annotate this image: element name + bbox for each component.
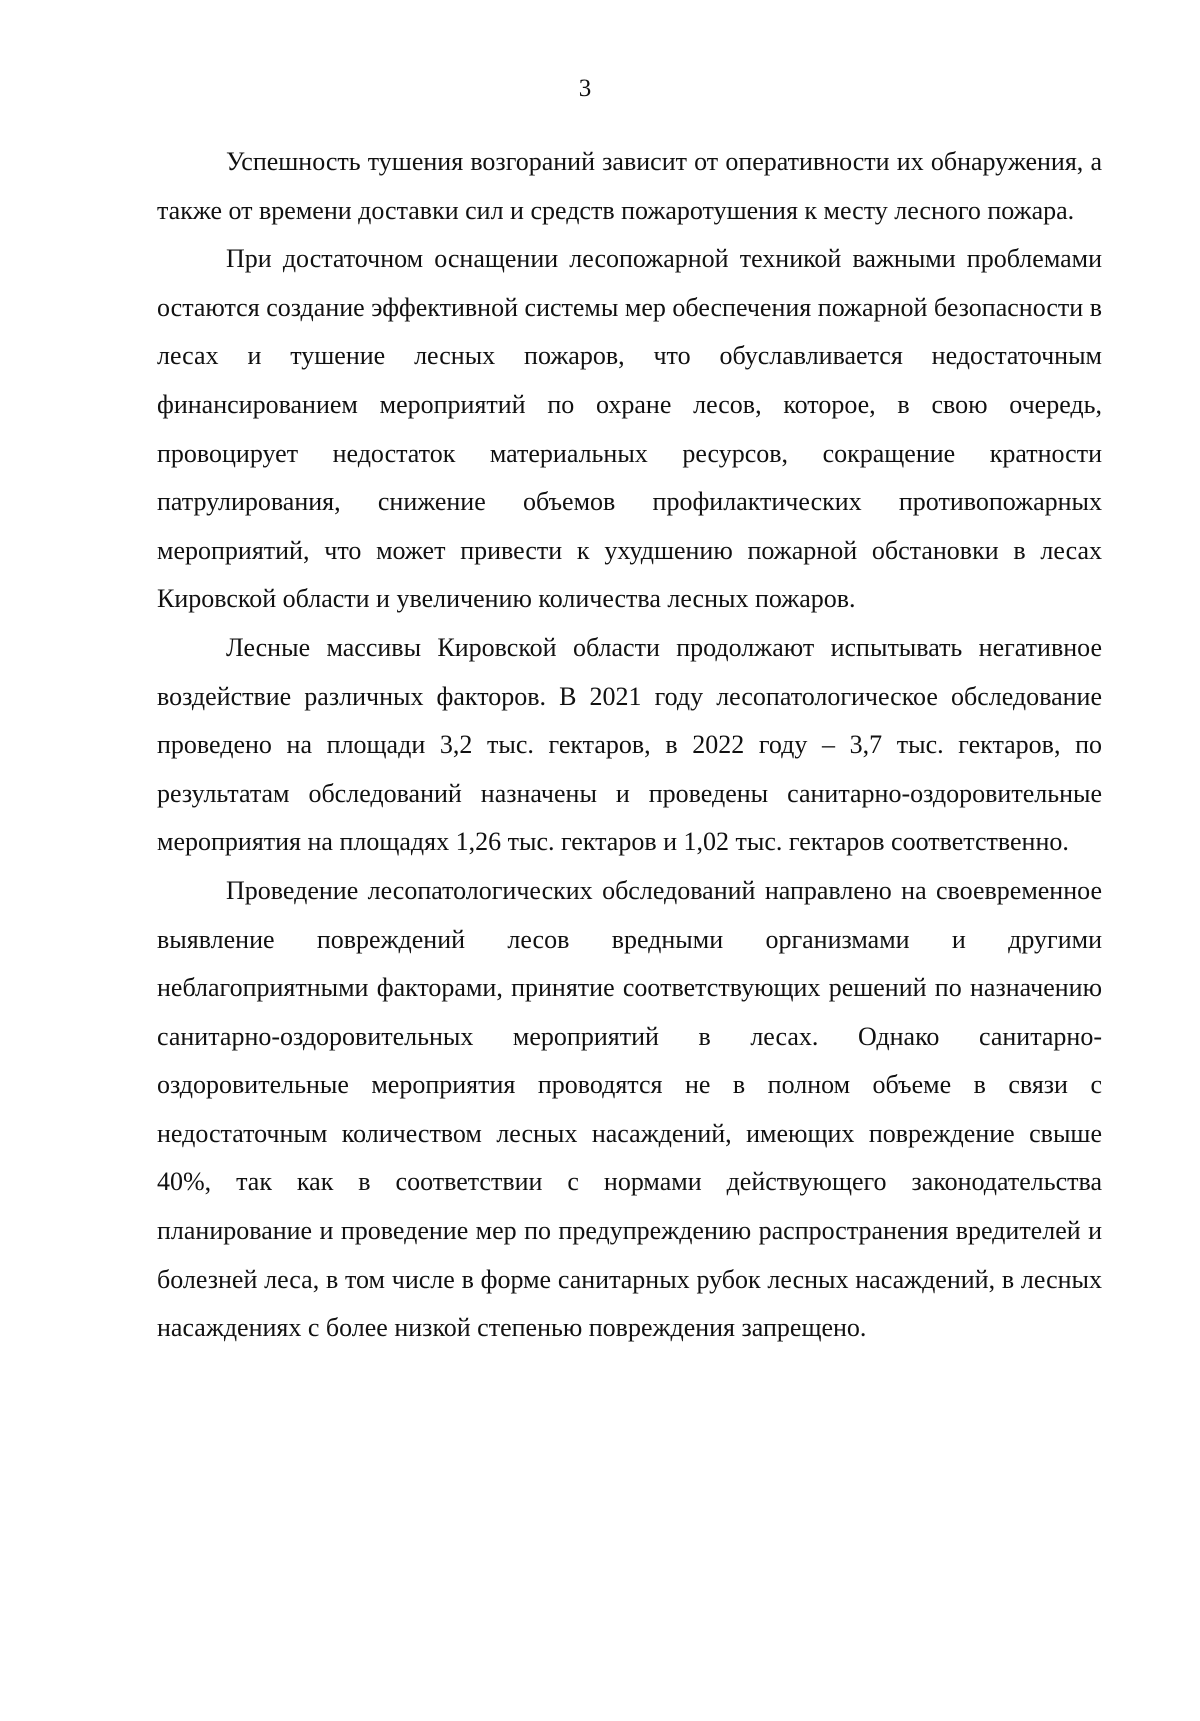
document-body bbox=[157, 138, 1102, 1353]
page-number: 3 bbox=[578, 75, 592, 102]
paragraph-sanitary-measures: Проведение лесопатологических обследований направлено на своевременное выявление повреждений лесов вредными организмами и другими неблагоприятными факторами, принятие соответствующих решений по назначению санитарно-оздоровительных мероприятий в лесах. Однако санитарно-оздоровительные мероприятия проводятся не в полном объеме в связи с недостаточным количеством лесных насаждений, имеющих повреждение свыше 40%, так как в соответствии с нормами действующего законодательства планирование и проведение мер по предупреждению распространения вредителей и болезней леса, в том числе в форме санитарных рубок лесных насаждений, в лесных насаждениях с более низкой степенью повреждения запрещено. bbox=[157, 875, 1102, 1343]
paragraph-fire-safety-problems: При достаточном оснащении лесопожарной техникой важными проблемами остаются создание эффективной системы мер обеспечения пожарной безопасности в лесах и тушение лесных пожаров, что обуславливается недостаточным финансированием мероприятий по охране лесов, которое, в свою очередь, провоцирует недостаток материальных ресурсов, сокращение кратности патрулирования, снижение объемов профилактических противопожарных мероприятий, что может привести к ухудшению пожарной обстановки в лесах Кировской области и увеличению количества лесных пожаров. bbox=[157, 244, 1102, 614]
paragraph-forest-pathology-survey: Лесные массивы Кировской области продолжают испытывать негативное воздействие различных факторов. В 2021 году лесопатологическое обследование проведено на площади 3,2 тыс. гектаров, в 2022 году – 3,7 тыс. гектаров, по результатам обследований назначены и проведены санитарно-оздоровительные мероприятия на площадях 1,26 тыс. гектаров и 1,02 тыс. гектаров соответственно. bbox=[157, 632, 1102, 857]
paragraph-fire-extinguishing: Успешность тушения возгораний зависит от оперативности их обнаружения, а также от времени доставки сил и средств пожаротушения к месту лесного пожара. bbox=[157, 147, 1102, 225]
